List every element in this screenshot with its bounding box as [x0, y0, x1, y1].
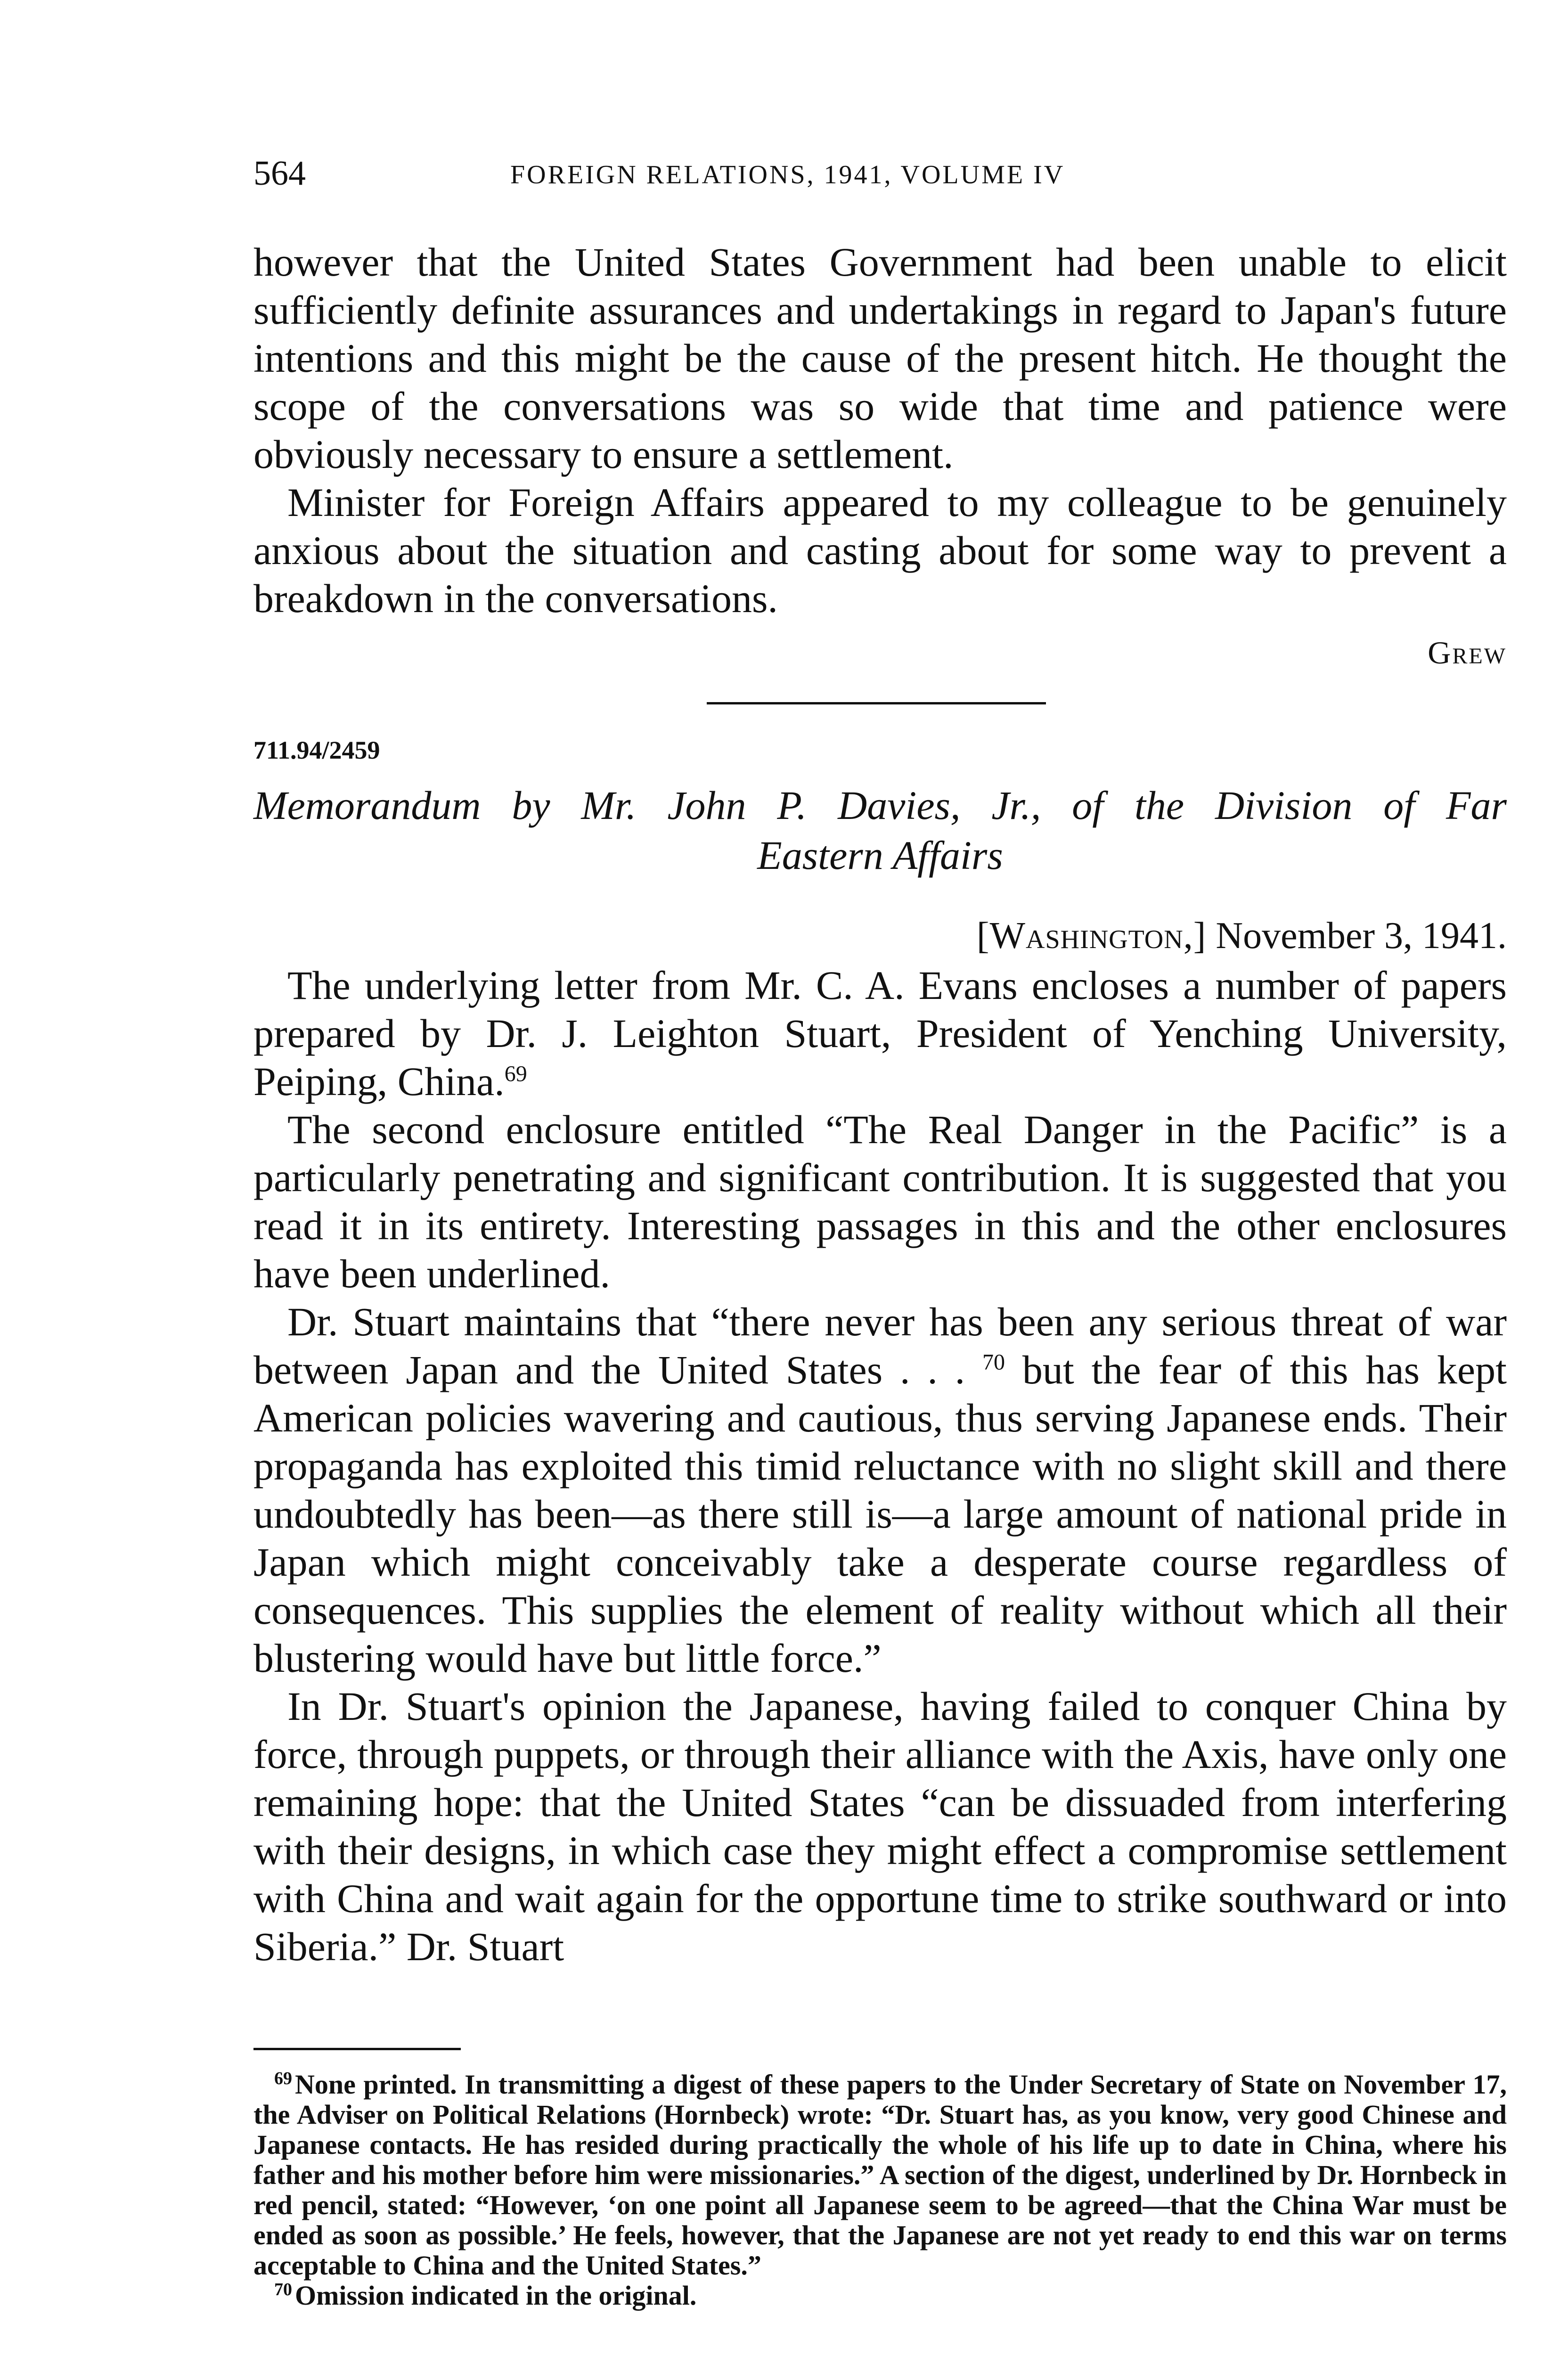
- continued-text-block: [253, 238, 1507, 622]
- document-title: [253, 780, 1507, 880]
- continued-paragraph: however that the United States Government had been unable to elicit sufficiently definite assurances and undertakings in regard to Japan's future intentions and this might be the cause of the present hitch. He thought the scope of the conversations was so wide that time and patience were obviously necessary to ensure a settlement.: [253, 239, 1507, 477]
- footnote-number: 70: [274, 2279, 292, 2299]
- body-paragraph: The second enclosure entitled “The Real Danger in the Pacific” is a particularly penetrating and significant contribution. It is suggested that you read it in its entirety. Interesting passages in this and the other enclosures have been underlined.: [253, 1107, 1507, 1296]
- running-title: FOREIGN RELATIONS, 1941, VOLUME IV: [510, 160, 1065, 189]
- continued-paragraph: Minister for Foreign Affairs appeared to my colleague to be genuinely anxious about the situation and casting about for some way to prevent a breakdown in the conversations.: [253, 480, 1507, 621]
- body-paragraph-text: but the fear of this has kept American policies wavering and cautious, thus serving Japanese ends. Their propaganda has exploited this timid reluctance with no slight skill and there undoubtedly has been—as there still is—a large amount of national pride in Japan which might conceivably take a desperate course regardless of consequences. This supplies the element of reality without which all their blustering would have but little force.”: [253, 1347, 1507, 1681]
- dateline-date: November 3, 1941.: [1216, 915, 1507, 957]
- footnote: [253, 2281, 1507, 2311]
- footnotes: [253, 2070, 1507, 2311]
- page-header: [253, 150, 1507, 202]
- body-paragraph-text: The underlying letter from Mr. C. A. Evans encloses a number of papers prepared by Dr. J. Leighton Stuart, President of Yenching University, Peiping, China.: [253, 963, 1507, 1104]
- file-number: 711.94/2459: [253, 736, 380, 764]
- memorandum-body: [253, 961, 1507, 1971]
- page-number: 564: [253, 154, 306, 193]
- signature: Grew: [1428, 635, 1507, 671]
- body-paragraph: [253, 961, 1507, 1105]
- document-title-line: Eastern Affairs: [757, 833, 1003, 878]
- footnote-reference: 69: [504, 1061, 527, 1087]
- body-paragraph: [253, 1298, 1507, 1682]
- body-paragraph: In Dr. Stuart's opinion the Japanese, having failed to conquer China by force, through puppets, or through their alliance with the Axis, have only one remaining hope: that the United States “can be dissuaded from interfering with their designs, in which case they might effect a compromise settlement with China and wait again for the opportune time to strike southward or into Siberia.” Dr. Stuart: [253, 1684, 1507, 1969]
- section-divider: [707, 702, 1046, 704]
- dateline: [253, 912, 1507, 959]
- footnote: [253, 2070, 1507, 2281]
- footnote-reference: 70: [982, 1350, 1005, 1375]
- document-title-line: Memorandum by Mr. John P. Davies, Jr., of the Division of Far: [253, 783, 1507, 828]
- body-paragraph-text: Dr. Stuart maintains that “there never has been any serious threat of war between Japan and the United States . . .: [253, 1299, 1507, 1392]
- footnote-text: None printed. In transmitting a digest of these papers to the Under Secretary of State on November 17, the Adviser on Political Relations (Hornbeck) wrote: “Dr. Stuart has, as you know, very good Chinese and Japanese contacts. He has resided during practically the whole of his life up to date in China, where his father and his mother before him were missionaries.” A section of the digest, underlined by Dr. Hornbeck in red pencil, stated: “However, ‘on one point all Japanese seem to be agreed—that the China War must be ended as soon as possible.’ He feels, however, that the Japanese are not yet ready to end this war on terms acceptable to China and the United States.”: [253, 2069, 1507, 2281]
- footnote-divider: [253, 2048, 461, 2050]
- footnote-number: 69: [274, 2068, 292, 2088]
- footnote-text: Omission indicated in the original.: [295, 2280, 697, 2311]
- dateline-place: [Washington,]: [976, 915, 1207, 957]
